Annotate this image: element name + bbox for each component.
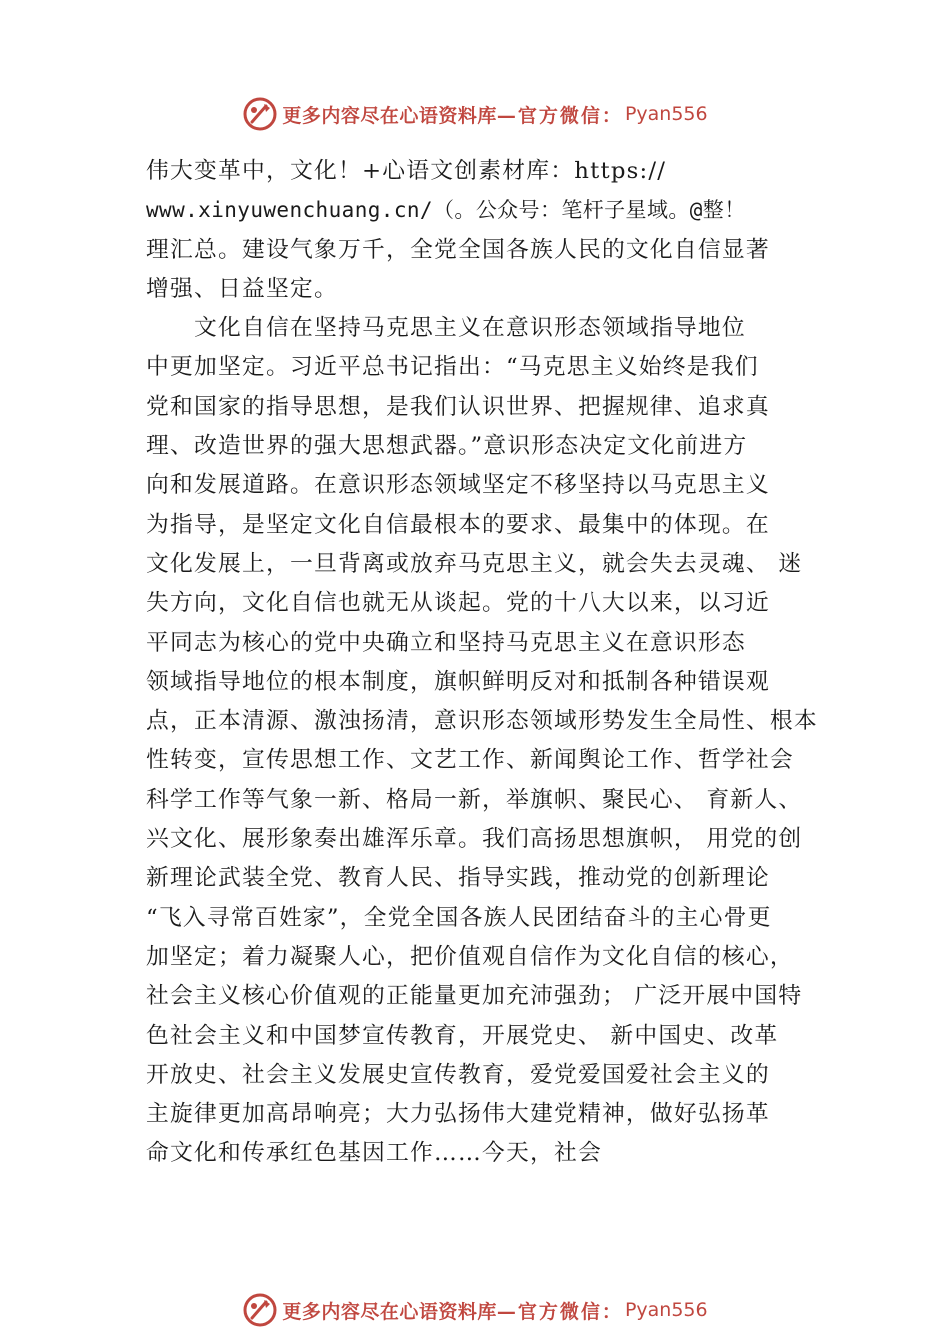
body-line: 增强、日益坚定。 (146, 275, 338, 302)
body-line: 命文化和传承红色基因工作……今天，社会 (146, 1140, 602, 1167)
body-line: “飞入寻常百姓家”，全党全国各族人民团结奋斗的主心骨更 (146, 904, 772, 931)
footer-wechat-label: —官方微信： (496, 1300, 623, 1323)
body-line: 社会主义核心价值观的正能量更加充沛强劲； 广泛开展中国特 (146, 983, 803, 1010)
body-line: 开放史、社会主义发展史宣传教育，爱党爱国爱社会主义的 (146, 1061, 770, 1088)
body-line: 科学工作等气象一新、格局一新，举旗帜、聚民心、 育新人、 (146, 786, 803, 813)
body-line: 理汇总。建设气象万千，全党全国各族人民的文化自信显著 (146, 236, 770, 263)
body-line: 理、改造世界的强大思想武器。”意识形态决定文化前进方 (146, 433, 748, 460)
body-line: 向和发展道路。在意识形态领域坚定不移坚持以马克思主义 (146, 472, 770, 499)
header-title: 更多内容尽在心语资料库 (282, 104, 497, 127)
body-line: www.xinyuwenchuang.cn/（。公众号：笔杆子星域。@整！ (146, 198, 746, 223)
logo-icon (242, 96, 278, 132)
body-line: 伟大变革中，文化！+心语文创素材库：https:// (146, 158, 667, 184)
body-line: 领域指导地位的根本制度，旗帜鲜明反对和抵制各种错误观 (146, 668, 770, 695)
body-line: 平同志为核心的党中央确立和坚持马克思主义在意识形态 (146, 629, 746, 656)
footer-wechat-id: Pyan556 (624, 1299, 708, 1321)
header-wechat-label: —官方微信： (496, 104, 623, 127)
body-line: 文化发展上，一旦背离或放弃马克思主义，就会失去灵魂、 迷 (146, 550, 803, 577)
body-line: 党和国家的指导思想，是我们认识世界、把握规律、追求真 (146, 393, 770, 420)
body-line: 为指导，是坚定文化自信最根本的要求、最集中的体现。在 (146, 511, 770, 538)
body-line: 中更加坚定。习近平总书记指出：“马克思主义始终是我们 (146, 354, 759, 381)
body-line: 点，正本清源、激浊扬清，意识形态领域形势发生全局性、根本 (146, 708, 818, 735)
body-line: 性转变，宣传思想工作、文艺工作、新闻舆论工作、哲学社会 (146, 747, 794, 774)
logo-icon (242, 1292, 278, 1328)
body-line: 兴文化、展形象奏出雄浑乐章。我们高扬思想旗帜， 用党的创 (146, 826, 803, 853)
header-wechat-id: Pyan556 (624, 103, 708, 125)
footer-banner (0, 1290, 950, 1330)
footer-title: 更多内容尽在心语资料库 (282, 1300, 497, 1323)
body-line: 主旋律更加高昂响亮；大力弘扬伟大建党精神，做好弘扬革 (146, 1101, 770, 1128)
body-line: 失方向，文化自信也就无从谈起。党的十八大以来，以习近 (146, 590, 770, 617)
body-line: 文化自信在坚持马克思主义在意识形态领域指导地位 (194, 315, 746, 342)
header-banner (0, 94, 950, 134)
body-line: 新理论武装全党、教育人民、指导实践，推动党的创新理论 (146, 865, 770, 892)
body-line: 加坚定；着力凝聚人心，把价值观自信作为文化自信的核心， (146, 943, 794, 970)
body-line: 色社会主义和中国梦宣传教育，开展党史、 新中国史、改革 (146, 1022, 779, 1049)
document-body (146, 152, 826, 1174)
